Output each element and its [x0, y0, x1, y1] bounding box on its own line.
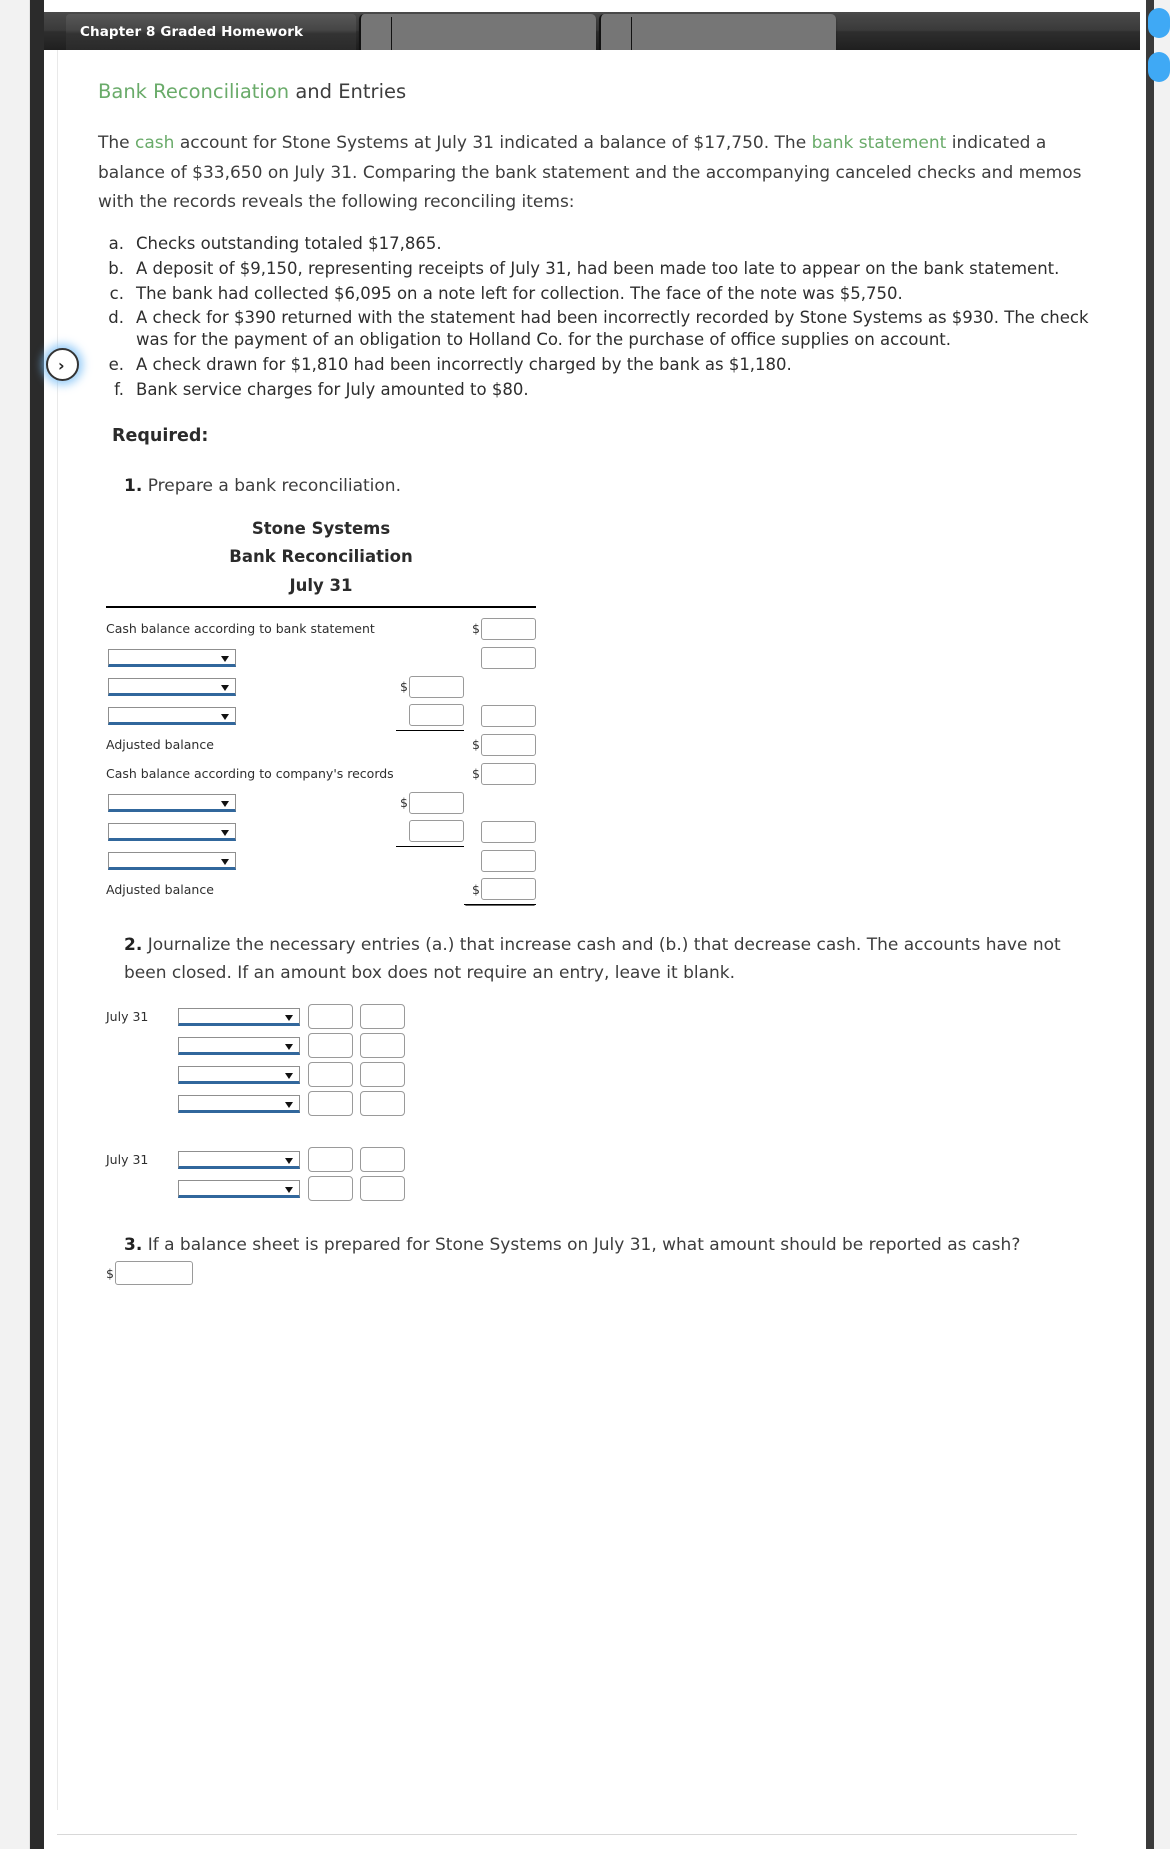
row-select-cell: [106, 701, 396, 730]
row-right-cell: [464, 730, 536, 759]
row-mid-cell: [396, 788, 464, 817]
journal-spacer: [106, 1120, 412, 1147]
tab-divider-1: [391, 17, 392, 50]
journal-debit-input-2a[interactable]: [308, 1147, 353, 1172]
row-mid-cell: [396, 672, 464, 701]
list-item: [98, 283, 1098, 305]
list-item-text: A check for $390 returned with the statement had been incorrectly recorded by Stone Systems as $930. The check was for the payment of an obligation to Holland Co. for the purchase of office supplies on account.: [136, 308, 1089, 350]
glossary-link-bank-reconciliation[interactable]: Bank Reconciliation: [98, 80, 290, 103]
amount-input-adjusted-company[interactable]: [481, 878, 536, 900]
journal-debit-cell: [308, 1147, 360, 1176]
row-label: Adjusted balance: [106, 737, 214, 753]
intro-seg-2: account for Stone Systems at July 31 indicated a balance of $17,750. The: [174, 133, 812, 154]
journal-debit-cell: [308, 1062, 360, 1091]
page-title: [98, 80, 1098, 103]
journal-date-1: July 31: [106, 1008, 149, 1024]
problem-intro: [98, 129, 1098, 217]
tab-divider-2: [631, 17, 632, 50]
dollar-sign: $: [106, 1265, 114, 1281]
statement-title: Bank Reconciliation: [229, 547, 413, 567]
journal-debit-input-1b[interactable]: [308, 1033, 353, 1058]
intro-seg-3: indicated a balance of $33,650 on July 31. Comparing the bank statement and the accompanying canceled checks and memos with the records reveals the following reconciling items:: [98, 133, 1082, 212]
dollar-sign: $: [472, 881, 480, 897]
row-right-cell: [464, 788, 536, 817]
right-dark-bar: [1146, 0, 1154, 1849]
journal-account-cell: [178, 1062, 308, 1091]
journal-debit-cell: [308, 1004, 360, 1033]
row-mid-cell-total: [396, 817, 464, 846]
account-select-6[interactable]: [108, 852, 236, 870]
account-select-4[interactable]: [108, 794, 236, 812]
browser-right-gutter: [1154, 0, 1170, 1849]
journal-credit-cell: [360, 1147, 412, 1176]
row-right-cell: [464, 614, 536, 643]
next-question-button[interactable]: [46, 348, 79, 381]
journal-account-cell: [178, 1004, 308, 1033]
question-3-text: If a balance sheet is prepared for Stone Systems on July 31, what amount should be reported as cash?: [147, 1234, 1021, 1255]
table-row: [106, 701, 536, 730]
table-row: [106, 788, 536, 817]
amount-input-company-balance[interactable]: [481, 763, 536, 785]
list-marker: b.: [108, 258, 124, 278]
page-title-rest: and Entries: [289, 80, 407, 103]
table-row: [106, 643, 536, 672]
row-mid-cell: [396, 643, 464, 672]
journal-account-cell: [178, 1176, 308, 1205]
table-row: [106, 1062, 412, 1091]
page-bottom-divider: [57, 1834, 1077, 1835]
statement-company: Stone Systems: [251, 519, 391, 538]
list-item-text: Checks outstanding totaled $17,865.: [136, 234, 442, 254]
amount-input-co-add-1[interactable]: [409, 792, 464, 814]
glossary-link-cash[interactable]: cash: [135, 133, 175, 154]
row-right-cell: [464, 672, 536, 701]
table-row: [106, 1004, 412, 1033]
list-item: [98, 258, 1098, 280]
row-right-cell: [464, 643, 536, 672]
row-mid-cell: [396, 875, 464, 904]
account-select-1[interactable]: [108, 649, 236, 667]
left-dark-bar: [30, 0, 44, 1849]
question-3-number: 3.: [124, 1234, 143, 1255]
journal-account-select-1c[interactable]: [178, 1066, 300, 1084]
row-select-cell: [106, 643, 396, 672]
amount-input-co-add-total[interactable]: [481, 821, 536, 843]
bank-reconciliation-statement: [106, 515, 536, 905]
row-label: Adjusted balance: [106, 882, 214, 898]
reconciliation-table: [106, 614, 536, 905]
statement-date: July 31: [289, 575, 353, 595]
assignment-page: [57, 50, 1138, 1810]
row-right-cell: [464, 759, 536, 788]
statement-top-rule: [106, 606, 536, 608]
amount-input-add-1[interactable]: [481, 647, 536, 669]
tab-chapter-8-graded-homework[interactable]: [66, 14, 356, 50]
journal-credit-input-2a[interactable]: [360, 1147, 405, 1172]
question-2-text: Journalize the necessary entries (a.) that increase cash and (b.) that decrease cash. The accounts have not been closed. If an amount box does not require an entry, leave it blank.: [124, 934, 1061, 984]
journal-account-cell: [178, 1091, 308, 1120]
journal-credit-cell: [360, 1033, 412, 1062]
table-row: [106, 730, 536, 759]
journal-debit-input-2b[interactable]: [308, 1176, 353, 1201]
amount-input-co-deduct[interactable]: [481, 850, 536, 872]
list-marker: f.: [114, 379, 124, 399]
list-marker: e.: [108, 354, 124, 374]
amount-input-deduct-1[interactable]: [409, 676, 464, 698]
list-item-text: A deposit of $9,150, representing receipts of July 31, had been made too late to appear on the bank statement.: [136, 258, 1060, 278]
journal-debit-cell: [308, 1091, 360, 1120]
journal-account-select-1d[interactable]: [178, 1095, 300, 1113]
journal-credit-cell: [360, 1062, 412, 1091]
table-row: [106, 672, 536, 701]
journal-debit-cell: [308, 1033, 360, 1062]
row-mid-cell: [396, 846, 464, 875]
edge-badge-second[interactable]: [1148, 52, 1170, 82]
edge-badge-top[interactable]: [1148, 8, 1170, 38]
journal-debit-cell: [308, 1176, 360, 1205]
question-1-number: 1.: [124, 476, 143, 497]
row-mid-cell: [396, 614, 464, 643]
journal-credit-cell: [360, 1004, 412, 1033]
question-3-amount-input[interactable]: [115, 1261, 193, 1285]
table-row: [106, 817, 536, 846]
amount-input-deduct-total[interactable]: [481, 705, 536, 727]
tab-blank-1[interactable]: [359, 14, 596, 50]
journal-credit-cell: [360, 1176, 412, 1205]
journal-debit-input-1c[interactable]: [308, 1062, 353, 1087]
list-item: [98, 354, 1098, 376]
question-2: [124, 931, 1098, 988]
list-marker: a.: [108, 234, 124, 254]
table-row: [106, 846, 536, 875]
journal-credit-input-2b[interactable]: [360, 1176, 405, 1201]
journal-credit-cell: [360, 1091, 412, 1120]
journal-date-blank: [106, 1033, 178, 1062]
journal-credit-input-1d[interactable]: [360, 1091, 405, 1116]
account-select-2[interactable]: [108, 678, 236, 696]
amount-input-adjusted-bank[interactable]: [481, 734, 536, 756]
amount-input-co-add-2[interactable]: [409, 820, 464, 842]
dollar-sign: $: [400, 795, 408, 811]
intro-seg-1: The: [98, 133, 136, 154]
list-marker: c.: [109, 283, 124, 303]
question-1-text: Prepare a bank reconciliation.: [147, 476, 401, 497]
row-right-cell-total: [464, 875, 536, 904]
list-item-text: Bank service charges for July amounted to $80.: [136, 379, 529, 399]
tab-label: Chapter 8 Graded Homework: [80, 24, 304, 40]
row-right-cell: [464, 846, 536, 875]
question-1: [124, 472, 1098, 501]
journal-entries-table: [106, 1004, 412, 1205]
row-select-cell: [106, 672, 396, 701]
question-3: [124, 1231, 1098, 1260]
list-item-text: The bank had collected $6,095 on a note left for collection. The face of the note was $5,750.: [136, 283, 903, 303]
journal-account-cell: [178, 1147, 308, 1176]
table-row: [106, 1147, 412, 1176]
amount-input-deduct-2[interactable]: [409, 704, 464, 726]
dollar-sign: $: [472, 766, 480, 782]
row-mid-cell-total: [396, 701, 464, 730]
amount-input-bank-balance[interactable]: [481, 618, 536, 640]
journal-account-select-1b[interactable]: [178, 1037, 300, 1055]
row-right-cell: [464, 701, 536, 730]
dollar-sign: $: [400, 679, 408, 695]
table-row: [106, 759, 536, 788]
row-select-cell: [106, 846, 396, 875]
row-mid-cell: [396, 759, 464, 788]
chevron-right-icon: ›: [58, 356, 65, 375]
journal-credit-input-1a[interactable]: [360, 1004, 405, 1029]
table-row: [106, 1176, 412, 1205]
journal-date-2: July 31: [106, 1151, 149, 1167]
list-item-text: A check drawn for $1,810 had been incorrectly charged by the bank as $1,180.: [136, 354, 792, 374]
journal-account-select-2b[interactable]: [178, 1180, 300, 1198]
journal-account-select-2a[interactable]: [178, 1151, 300, 1169]
question-3-answer-row: [106, 1261, 1098, 1285]
list-item: [98, 233, 1098, 255]
journal-date-blank: [106, 1062, 178, 1091]
journal-debit-input-1a[interactable]: [308, 1004, 353, 1029]
table-row: [106, 1033, 412, 1062]
question-2-number: 2.: [124, 934, 143, 955]
list-item: [98, 307, 1098, 351]
journal-account-select-1a[interactable]: [178, 1008, 300, 1026]
list-marker: d.: [108, 308, 124, 328]
dollar-sign: $: [472, 621, 480, 637]
journal-date-blank: [106, 1176, 178, 1205]
dollar-sign: $: [472, 737, 480, 753]
journal-credit-input-1b[interactable]: [360, 1033, 405, 1058]
required-heading: Required:: [112, 426, 209, 447]
row-label: Cash balance according to company's records: [106, 766, 394, 782]
row-mid-cell: [396, 730, 464, 759]
glossary-link-bank-statement[interactable]: bank statement: [811, 133, 947, 154]
list-item: [98, 379, 1098, 401]
journal-credit-input-1c[interactable]: [360, 1062, 405, 1087]
reconciling-items-list: [98, 233, 1098, 400]
row-select-cell: [106, 817, 396, 846]
tab-bar: [44, 12, 1140, 50]
table-row: [106, 875, 536, 904]
table-row: [106, 1091, 412, 1120]
row-right-cell: [464, 817, 536, 846]
row-label: Cash balance according to bank statement: [106, 621, 375, 637]
account-select-5[interactable]: [108, 823, 236, 841]
browser-left-gutter: [0, 0, 30, 1849]
journal-debit-input-1d[interactable]: [308, 1091, 353, 1116]
account-select-3[interactable]: [108, 707, 236, 725]
row-select-cell: [106, 788, 396, 817]
table-row: [106, 614, 536, 643]
journal-date-blank: [106, 1091, 178, 1120]
journal-account-cell: [178, 1033, 308, 1062]
tab-blank-2[interactable]: [599, 14, 836, 50]
